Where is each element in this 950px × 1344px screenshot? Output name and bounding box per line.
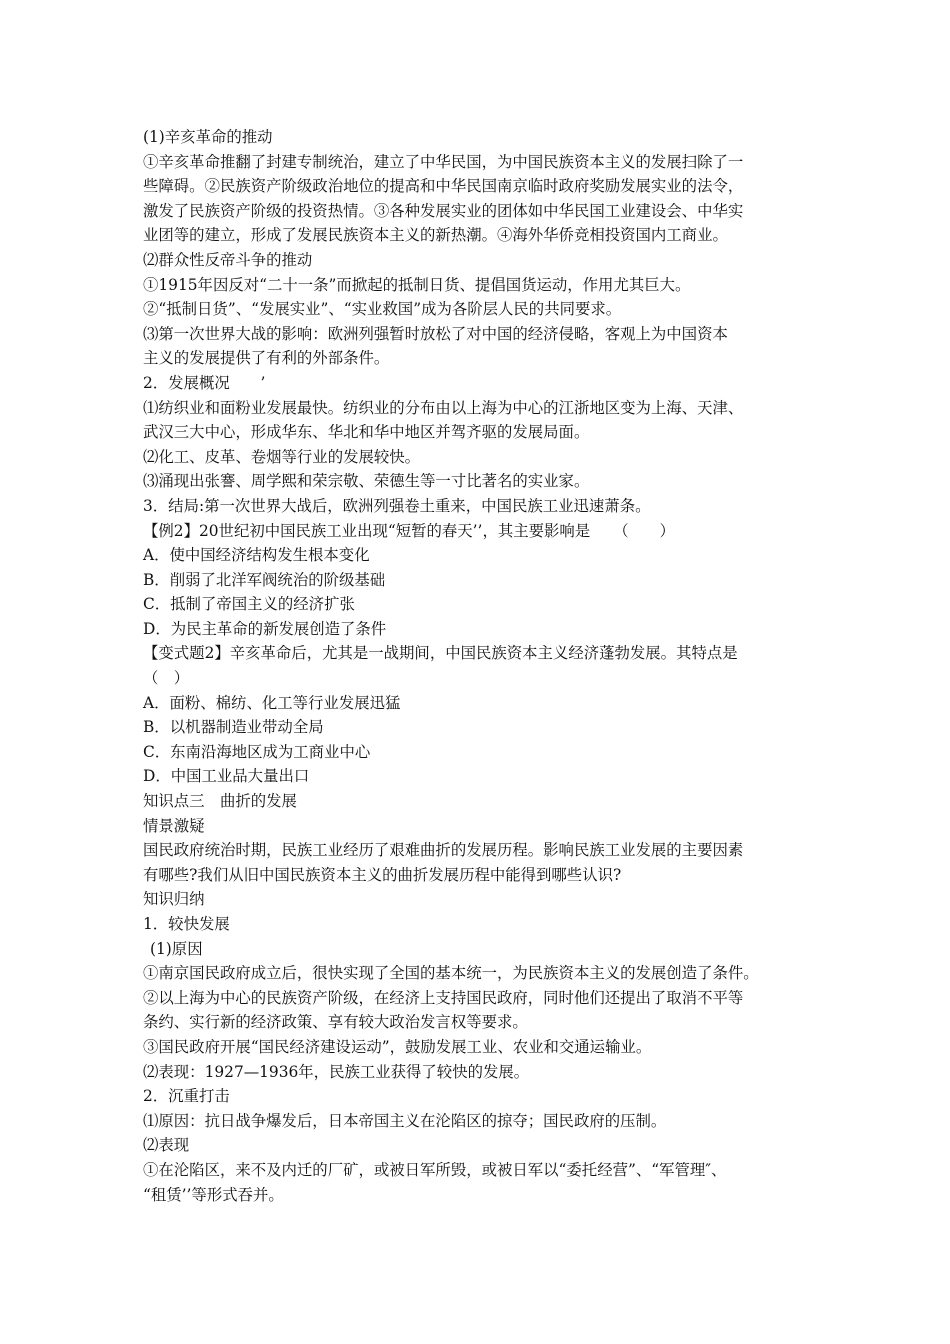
text-line: ①南京国民政府成立后，很快实现了全国的基本统一，为民族资本主义的发展创造了条件。 [143, 964, 759, 983]
text-line: 武汉三大中心，形成华东、华北和华中地区并驾齐驱的发展局面。 [143, 423, 590, 442]
text-line: (1)原因 [150, 939, 203, 958]
text-line: ⑵表现：1927—1936年，民族工业获得了较快的发展。 [143, 1062, 530, 1081]
section-heading: 2．沉重打击 [143, 1087, 230, 1106]
question-option: B．削弱了北洋军阀统治的阶级基础 [143, 570, 386, 589]
text-line: (1)辛亥革命的推动 [143, 128, 273, 146]
question-option: C．抵制了帝国主义的经济扩张 [143, 595, 355, 614]
question-option: C．东南沿海地区成为工商业中心 [143, 742, 371, 761]
question-stem: 【变式题2】辛亥革命后，尤其是一战期间，中国民族资本主义经济蓬勃发展。其特点是 [143, 644, 738, 663]
section-heading: 1．较快发展 [143, 915, 230, 933]
text-line: ⑴原因：抗日战争爆发后，日本帝国主义在沦陷区的掠夺；国民政府的压制。 [143, 1111, 667, 1130]
question-option: A．面粉、棉纺、化工等行业发展迅猛 [143, 693, 401, 712]
text-line: 些障碍。②民族资产阶级政治地位的提高和中华民国南京临时政府奖励发展实业的法令， [143, 177, 744, 196]
text-line: ③国民政府开展“国民经济建设运动”，鼓励发展工业、农业和交通运输业。 [143, 1037, 652, 1056]
section-heading: 知识点三 曲折的发展 [143, 792, 297, 811]
text-line: ⑶涌现出张謇、周学熙和荣宗敬、荣德生等一寸比著名的实业家。 [143, 472, 590, 491]
text-line: ②“抵制日货”、“发展实业”、“实业救国”成为各阶层人民的共同要求。 [143, 300, 622, 319]
question-option: B．以机器制造业带动全局 [143, 718, 324, 737]
text-line: 主义的发展提供了有利的外部条件。 [143, 349, 390, 368]
text-line: ⑵群众性反帝斗争的推动 [143, 250, 313, 269]
text-line: ②以上海为中心的民族资产阶级，在经济上支持国民政府，同时他们还提出了取消不平等 [143, 988, 744, 1007]
text-line: ①1915年因反对“二十一条”而掀起的抵制日货、提倡国货运动，作用尤其巨大。 [143, 275, 691, 294]
text-line: 业团等的建立，形成了发展民族资本主义的新热潮。④海外华侨竞相投资国内工商业。 [143, 226, 728, 245]
text-line: ⑵化工、皮革、卷烟等行业的发展较快。 [143, 447, 421, 466]
answer-blank: （ ） [143, 669, 190, 688]
question-option: D．中国工业品大量出口 [143, 767, 310, 786]
text-line: “租赁’’等形式吞并。 [143, 1185, 284, 1204]
text-line: ⑶第一次世界大战的影响：欧洲列强暂时放松了对中国的经济侵略，客观上为中国资本 [143, 324, 728, 343]
text-line: ⑵表现 [143, 1136, 190, 1155]
document-body [143, 125, 813, 1207]
text-line: 激发了民族资产阶级的投资热情。③各种发展实业的团体如中华民国工业建设会、中华实 [143, 201, 744, 220]
text-line: 3．结局:第一次世界大战后，欧洲列强卷土重来，中国民族工业迅速萧条。 [143, 496, 651, 515]
text-line: 国民政府统治时期，民族工业经历了艰难曲折的发展历程。影响民族工业发展的主要因素 [143, 841, 744, 860]
question-option: D．为民主革命的新发展创造了条件 [143, 619, 387, 638]
subsection-heading: 情景激疑 [143, 816, 205, 835]
text-line: ⑴纺织业和面粉业发展最快。纺织业的分布由以上海为中心的江浙地区变为上海、天津、 [143, 398, 744, 417]
section-heading: 2．发展概况 ’ [143, 373, 266, 392]
question-stem: 【例2】20世纪初中国民族工业出现“短暂的春天’’，其主要影响是 （ ） [143, 521, 675, 540]
question-option: A．使中国经济结构发生根本变化 [143, 546, 370, 565]
text-line: 有哪些?我们从旧中国民族资本主义的曲折发展历程中能得到哪些认识? [143, 865, 622, 884]
subsection-heading: 知识归纳 [143, 890, 205, 909]
text-line: 条约、实行新的经济政策、享有较大政治发言权等要求。 [143, 1013, 528, 1032]
text-line: ①在沦陷区，来不及内迁的厂矿，或被日军所毁，或被日军以“委托经营”、“军管理″、 [143, 1160, 727, 1179]
text-line: ①辛亥革命推翻了封建专制统治，建立了中华民国，为中国民族资本主义的发展扫除了一 [143, 152, 744, 171]
